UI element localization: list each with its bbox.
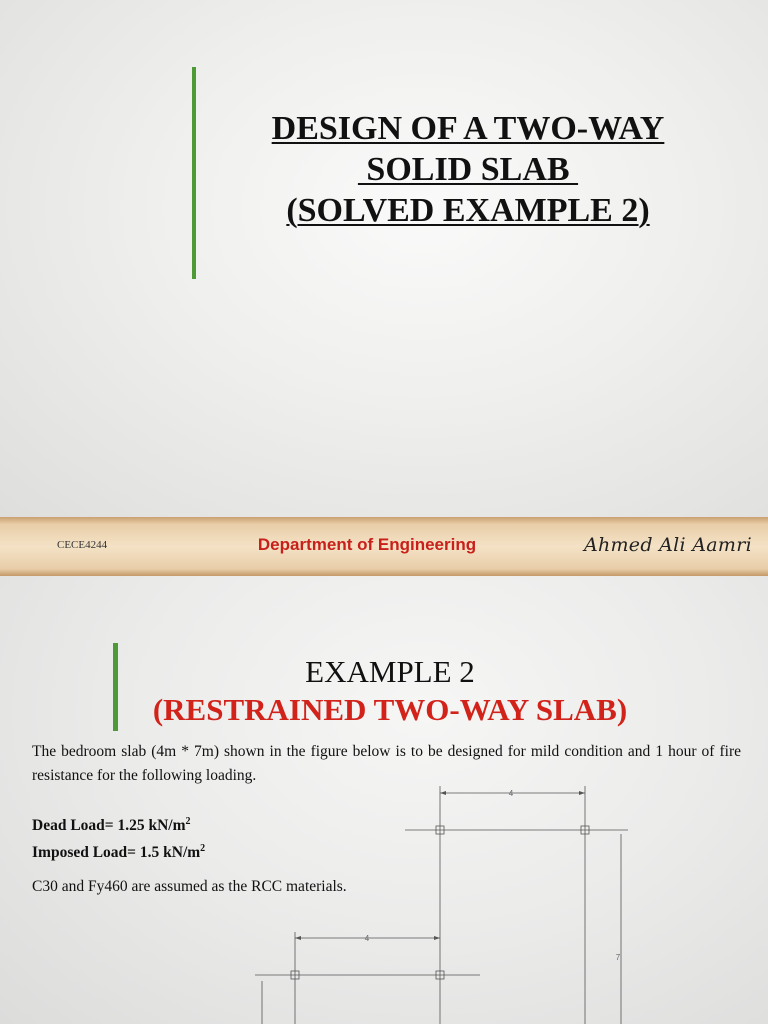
course-code: CECE4244 [57, 539, 108, 551]
title-line-3: (SOLVED EXAMPLE 2) [286, 192, 650, 229]
slide-example [0, 576, 768, 1024]
accent-bar [192, 67, 196, 279]
dim-label-right: 7 [615, 953, 621, 962]
unit-power: 2 [200, 843, 206, 855]
materials-note: C30 and Fy460 are assumed as the RCC materials. [32, 878, 347, 895]
slide-title-text [238, 108, 698, 231]
slide-footer [0, 517, 768, 576]
title-line-1: DESIGN OF A TWO-WAY [271, 110, 665, 147]
author-signature: Ahmed Ali Aamri [583, 534, 752, 556]
imposed-load-text: Imposed Load= 1.5 kN/m [32, 844, 201, 862]
title-line-2: SOLID SLAB [357, 151, 579, 188]
problem-statement: The bedroom slab (4m * 7m) shown in the figure below is to be designed for mild condition and 1 hour of fire resistance for the following loading. [32, 743, 741, 784]
example-subheading: (RESTRAINED TWO-WAY SLAB) [152, 692, 628, 727]
dead-load-text: Dead Load= 1.25 kN/m [32, 817, 186, 835]
slab-plan-figure [0, 576, 768, 1024]
department-name: Department of Engineering [257, 535, 477, 554]
dim-label-mid: 4 [364, 934, 370, 943]
unit-power: 2 [185, 816, 191, 827]
example-heading: EXAMPLE 2 [305, 654, 475, 689]
dim-label-top: 4 [508, 789, 514, 798]
